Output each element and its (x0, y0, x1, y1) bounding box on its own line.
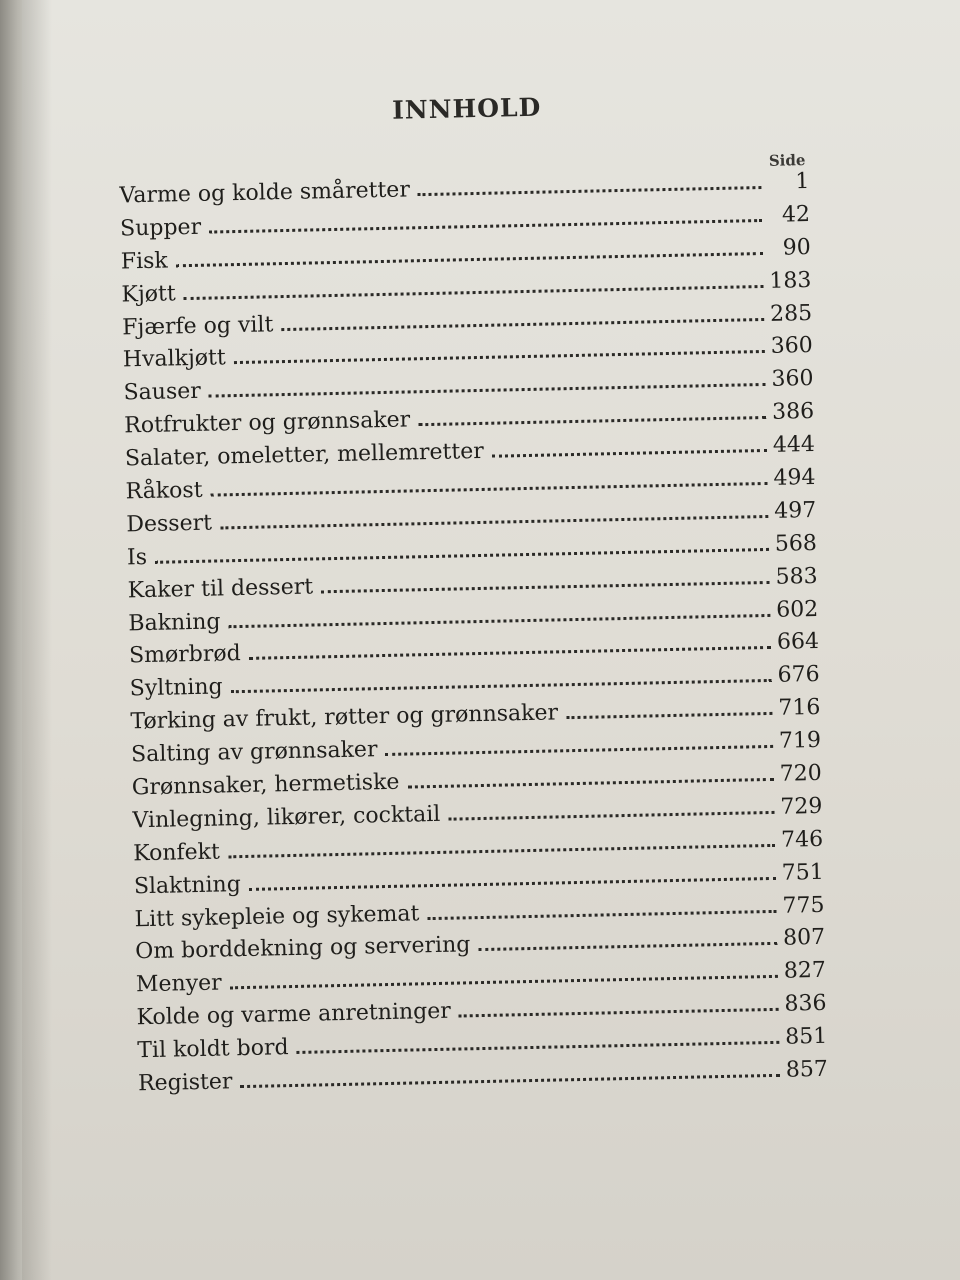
toc-entry-page-number: 1 (795, 169, 810, 195)
toc-entry-page-number: 729 (780, 793, 823, 820)
dot-leader (297, 1041, 780, 1054)
toc-entry-page-number: 719 (778, 728, 822, 754)
dot-leader (228, 844, 775, 858)
toc-entry-label: Kaker til dessert (127, 574, 314, 604)
dot-leader (249, 877, 776, 891)
toc-entry-label: Rotfrukter og grønnsaker (124, 407, 411, 439)
toc-entry-label: Bakning (128, 609, 221, 636)
dot-leader (176, 252, 763, 267)
toc-entry-page-number: 90 (782, 234, 811, 261)
toc-entry-page-number: 836 (784, 991, 827, 1017)
toc-entry-page-number: 851 (784, 1023, 828, 1050)
toc-entry-label: Vinlegning, likører, cocktail (132, 801, 441, 834)
toc-entry-page-number: 676 (777, 662, 820, 689)
toc-entry-label: Is (126, 544, 148, 571)
dot-leader (566, 712, 772, 719)
toc-entry-label: Dessert (126, 510, 213, 538)
dot-leader (220, 515, 768, 529)
dot-leader (281, 318, 764, 331)
toc-entry-page-number: 497 (773, 497, 817, 524)
toc-entry-page-number: 444 (772, 432, 816, 458)
dot-leader (478, 942, 777, 951)
toc-entry-label: Sauser (123, 379, 202, 406)
toc-entry-page-number: 583 (775, 563, 818, 590)
toc-entry-label: Fjærfe og vilt (121, 311, 274, 340)
dot-leader (230, 975, 778, 989)
toc-entry-label: Litt sykepleie og sykemat (134, 900, 420, 932)
toc-entry-label: Syltning (129, 674, 223, 702)
toc-entry-label: Salater, omeletter, mellemretter (124, 439, 484, 472)
toc-entry-page-number: 285 (769, 300, 813, 327)
toc-entry-page-number: 360 (770, 333, 814, 360)
toc-entry-label: Menyer (135, 970, 222, 998)
dot-leader (459, 1008, 779, 1018)
toc-entry-label: Kolde og varme anretninger (136, 998, 452, 1031)
toc-entry-page-number: 360 (771, 366, 814, 393)
dot-leader (231, 679, 772, 693)
toc-entry-label: Varme og kolde småretter (119, 177, 411, 209)
toc-entry-page-number: 720 (779, 760, 822, 787)
dot-leader (321, 581, 770, 593)
toc-entry-label: Råkost (125, 477, 203, 505)
toc-entry-label: Register (137, 1069, 233, 1097)
toc-entry-label: Grønnsaker, hermetiske (131, 769, 400, 801)
dot-leader (492, 449, 767, 458)
toc-entry-label: Kjøtt (121, 280, 176, 308)
toc-entry-page-number: 827 (783, 958, 827, 985)
toc-entry-label: Til koldt bord (137, 1035, 289, 1064)
toc-entry-label: Om borddekning og servering (135, 932, 471, 965)
toc-entry-page-number: 716 (778, 695, 821, 722)
dot-leader (427, 909, 776, 919)
dot-leader (407, 778, 773, 789)
toc-entry-page-number: 664 (776, 629, 820, 656)
dot-leader (448, 811, 774, 821)
dot-leader (184, 285, 764, 300)
dot-leader (229, 614, 771, 628)
toc-entry-label: Konfekt (132, 839, 221, 867)
toc-entry-label: Salting av grønnsaker (130, 737, 378, 768)
toc-entry-page-number: 807 (782, 925, 826, 952)
toc-entry-page-number: 751 (781, 859, 825, 886)
toc-entry-page-number: 183 (769, 267, 812, 294)
dot-leader (211, 482, 768, 497)
dot-leader (418, 416, 766, 426)
table-of-contents (119, 169, 828, 1104)
toc-entry-page-number: 775 (782, 892, 825, 919)
page-column-label: Side (768, 151, 806, 170)
toc-entry-label: Tørking av frukt, røtter og grønnsaker (130, 700, 559, 735)
toc-entry-page-number: 42 (781, 201, 811, 228)
dot-leader (234, 350, 765, 364)
toc-entry-label: Smørbrød (128, 641, 241, 669)
toc-entry-page-number: 568 (774, 530, 818, 557)
dot-leader (418, 186, 762, 196)
dot-leader (209, 219, 762, 234)
toc-entry-label: Fisk (120, 248, 169, 275)
dot-leader (209, 383, 766, 398)
dot-leader (155, 548, 769, 564)
toc-entry-page-number: 386 (771, 399, 815, 426)
page-title: INNHOLD (391, 92, 542, 125)
toc-entry-page-number: 857 (785, 1056, 829, 1083)
toc-entry-page-number: 494 (773, 464, 816, 491)
toc-entry-page-number: 602 (776, 596, 819, 623)
toc-entry-page-number: 746 (780, 826, 824, 853)
toc-entry-label: Slaktning (133, 871, 242, 900)
toc-entry-label: Hvalkjøtt (122, 345, 227, 373)
dot-leader (386, 745, 774, 756)
dot-leader (249, 646, 771, 660)
dot-leader (240, 1074, 780, 1088)
toc-entry-label: Supper (119, 214, 202, 242)
